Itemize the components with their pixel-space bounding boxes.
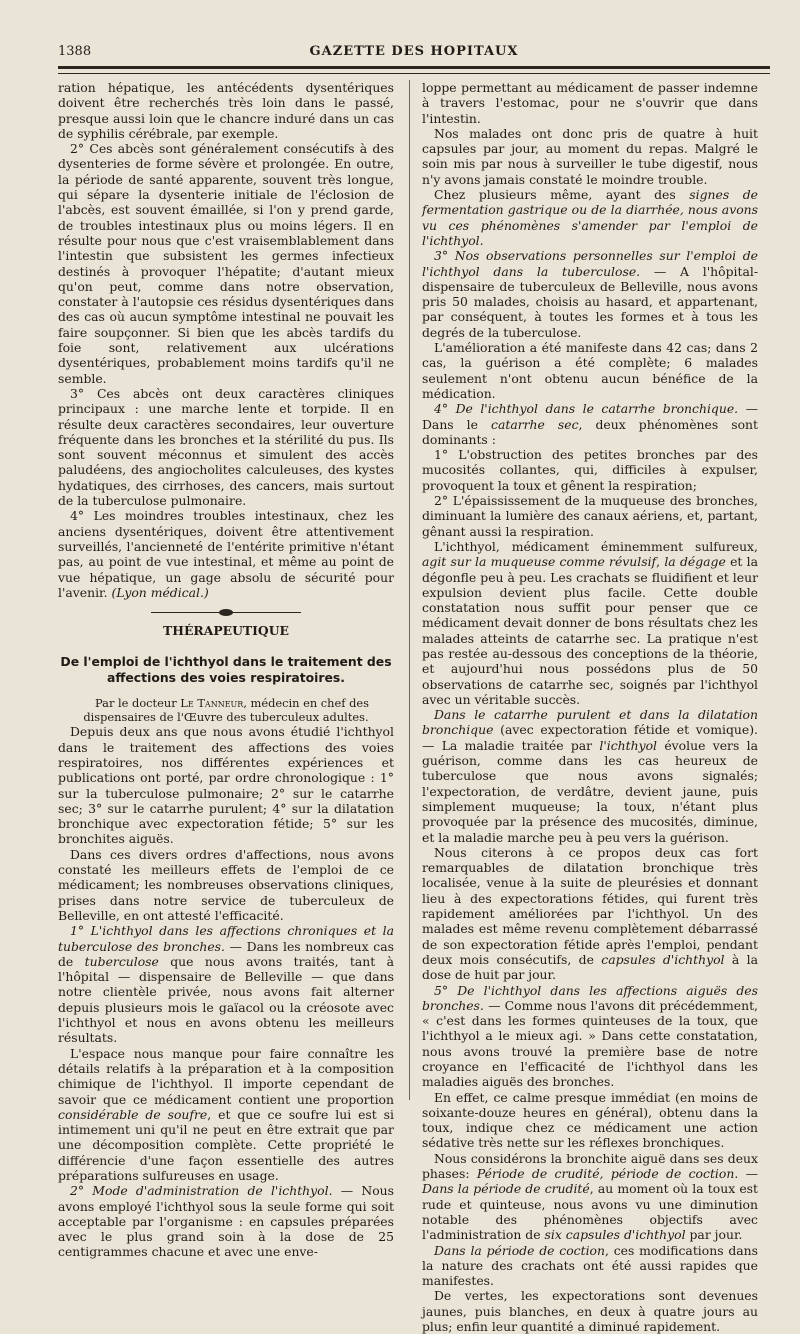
text: — Dans le	[422, 401, 758, 432]
left-column	[58, 80, 394, 1260]
paragraph: En effet, ce calme presque immédiat (en moins de soixante-douze heures en général), obtenu dans la toux, indique chez ce médicament une action sédative très nette sur les réflexes bronchiques.	[422, 1089, 758, 1151]
paragraph: L'amélioration a été manifeste dans 42 cas; dans 2 cas, la guérison a été complète; 6 malades seulement n'ont obtenu aucun bénéfice de la médication.	[422, 340, 758, 401]
paragraph: Dans ces divers ordres d'affections, nous avons constaté les meilleurs effets de l'emploi de ce médicament; les nombreuses observations cliniques, prises dans notre service de tuberculeux de Belleville, en ont attesté l'efficacité.	[58, 846, 394, 923]
emphasis: capsules d'ichthyol	[601, 951, 725, 967]
text: — Nous avons employé l'ichthyol sous la seule forme qui soit acceptable par l'organisme : en capsules préparées avec le plus grand soin à la dose de 25 centigrammes chacune et avec une enve-	[58, 1183, 394, 1260]
text: , et que ce soufre lui est si intimement uni qu'il ne peut en être extrait que par une décomposition complète. Cette propriété le différencie d'une façon essentielle des autres préparations sulfureuses en usage.	[58, 1106, 394, 1183]
paragraph	[422, 1151, 758, 1243]
paragraph	[422, 1243, 758, 1289]
paragraph	[422, 707, 758, 845]
text: L'espace nous manque pour faire connaître les détails relatifs à la préparation et à la composition chimique de l'ichthyol. Il importe cependant de savoir que ce médicament contient une proportion	[58, 1045, 394, 1107]
text: à la dose de huit par jour.	[422, 951, 758, 983]
subheading: 3° Nos observations personnelles sur l'emploi de l'ichthyol dans la tuberculose.	[422, 248, 758, 279]
paragraph	[422, 248, 758, 340]
section-divider	[58, 612, 394, 613]
paragraph: 2° L'épaississement de la muqueuse des bronches, diminuant la lumière des canaux aériens, et, partant, gênant aussi la respiration.	[422, 493, 758, 539]
byline	[58, 696, 394, 724]
text: évolue vers la guérison, comme dans les cas heureux de tuberculose que nous avons signalés; l'expectoration, de verdâtre, devient jaune, puis simplement muqueuse; la toux, n'étant plus provoquée par la présence des mucosités, diminue, et la maladie marche peu à peu vers la guérison.	[422, 737, 758, 845]
emphasis: l'ichthyol	[599, 737, 658, 753]
emphasis: Dans la période de crudité	[422, 1181, 590, 1197]
subheading: 1° L'ichthyol dans les affections chroniques et la tuberculose des bronches.	[58, 923, 394, 954]
emphasis: six capsules d'ichthyol	[544, 1227, 686, 1243]
paragraph	[422, 539, 758, 707]
subheading: 4° De l'ichthyol dans le catarrhe bronchique.	[434, 401, 739, 417]
emphasis: considérable de soufre	[58, 1106, 208, 1122]
section-title: THÉRAPEUTIQUE	[163, 623, 289, 639]
header-rule-thin	[58, 73, 770, 74]
paragraph: De vertes, les expectorations sont devenues jaunes, puis blanches, en deux à quatre jours au plus; enfin leur quantité a diminué rapidement.	[422, 1288, 758, 1334]
text: Nous considérons la bronchite aiguë dans ses deux phases:	[422, 1150, 758, 1182]
page-number: 1388	[58, 44, 92, 59]
emphasis: la dégage	[664, 554, 726, 570]
paragraph: loppe permettant au médicament de passer indemne à travers l'estomac, pour ne s'ouvrir que dans l'intestin.	[422, 80, 758, 126]
text: (avec expectoration fétide et vomique). — La maladie traitée par	[422, 722, 758, 753]
text: que nous avons traités, tant à l'hôpital — dispensaire de Belleville — que dans notre clientèle privée, nous avons fait alterner depuis plusieurs mois le gaïacol ou la créosote avec l'ichthyol et nous en avons obtenu les meilleurs résultats.	[58, 953, 395, 1046]
journal-title: GAZETTE DES HOPITAUX	[309, 44, 519, 59]
emphasis: catarrhe sec	[491, 416, 579, 432]
subheading: Dans le catarrhe purulent et dans la dilatation bronchique	[422, 707, 758, 738]
column-divider	[409, 80, 410, 1100]
text: — Dans les nombreux cas de	[58, 938, 394, 969]
emphasis: Dans la période de coction	[434, 1242, 605, 1258]
paragraph	[422, 983, 758, 1090]
article-title: De l'emploi de l'ichthyol dans le traitement des affections des voies respiratoires.	[60, 654, 392, 686]
text: Chez plusieurs même, ayant des	[434, 187, 690, 203]
text: et la dégonfle peu à peu. Les crachats se fluidifient et leur expulsion devient plus facile. Cette double constatation nous suffit pour penser que ce médicament devait donner de bons résultats chez les malades atteints de catarrhe sec. La pratique n'est pas restée au-dessous des conceptions de la théorie, et aujourd'hui nous possédons plus de 50 observations de catarrhe sec, soignés par l'ichthyol avec un véritable succès.	[422, 554, 758, 707]
paragraph-text: 4° Les moindres troubles intestinaux, chez les anciens dysentériques, doivent être attentivement surveillés, l'ancienneté de l'entérite primitive n'étant pas, au point de vue intestinal, et même au point de vue hépatique, un gage absolu de sécurité pour l'avenir.	[58, 508, 394, 600]
emphasis: Période de crudité, période de coction	[476, 1166, 735, 1182]
paragraph	[422, 187, 758, 248]
header-rule-thick	[58, 66, 770, 69]
emphasis: signes de fermentation gastrique ou de la diarrhée, nous avons vu ces phénomènes s'amender par l'emploi de l'ichthyol.	[422, 187, 758, 248]
byline-author: Le Tanneur	[180, 696, 244, 711]
paragraph: 3° Ces abcès ont deux caractères cliniques principaux : une marche lente et torpide. Il en résulte deux caractères secondaires, leur ouverture fréquente dans les bronches et la stérilité du pus. Ils sont souvent méconnus et simulent des accès paludéens, des angiocholites calculeuses, des kystes hydatiques, des cirrhoses, des cancers, mais surtout de la tuberculose pulmonaire.	[58, 385, 394, 509]
paragraph	[58, 1183, 394, 1259]
paragraph	[58, 1046, 394, 1184]
subheading: 5° De l'ichthyol dans les affections aiguës des bronches.	[422, 982, 758, 1013]
text: — A l'hôpital-dispensaire de tuberculeux de Belleville, nous avons pris 50 malades, choisis au hasard, et appartenant, par conséquent, à toutes les formes et à tous les degrés de la tuberculose.	[422, 263, 759, 340]
paragraph	[58, 508, 394, 600]
byline-prefix: Par le docteur	[95, 696, 177, 711]
text: , ces modifications dans la nature des crachats ont été aussi rapides que manifestes.	[422, 1242, 759, 1289]
text: , au moment où la toux est rude et quinteuse, nous avons vu une diminution notable des phénomènes objectifs avec l'administration de	[422, 1181, 758, 1243]
paragraph: Depuis deux ans que nous avons étudié l'ichthyol dans le traitement des affections des voies respiratoires, nos différentes expériences et publications ont porté, par ordre chronologique : 1° sur la tuberculose pulmonaire; 2° sur le catarrhe sec; 3° sur le catarrhe purulent; 4° sur la dilatation bronchique avec expectoration fétide; 5° sur les bronchites aiguës.	[58, 724, 394, 847]
emphasis: agit sur la muqueuse comme révulsif	[422, 554, 657, 570]
paragraph	[422, 401, 758, 447]
text: ,	[656, 554, 665, 570]
emphasis: tuberculose	[84, 953, 159, 969]
paragraph: 1° L'obstruction des petites bronches par des mucosités collantes, qui, difficiles à expulser, provoquent la toux et gênent la respiration;	[422, 447, 758, 493]
paragraph	[58, 923, 394, 1045]
paragraph: 2° Ces abcès sont généralement consécutifs à des dysenteries de forme sévère et prolongée. En outre, la période de santé apparente, souvent très longue, qui sépare la dysenterie initiale de l'éclosion de l'abcès, est souvent émaillée, si l'on y prend garde, de troubles intestinaux plus ou moins légers. Il en résulte pour nous que c'est vraisemblablement dans l'intestin que subsistent les germes infectieux destinés à provoquer l'hépatite; d'autant mieux qu'on peut, comme dans notre observation, constater à l'autopsie ces résidus dysentériques dans des cas où aucun symptôme intestinal ne pouvait les faire soupçonner. Si bien que les abcès tardifs du foie sont, relativement aux ulcérations dysentériques, probablement moins tardifs qu'il ne semble.	[58, 141, 394, 386]
source-citation: (Lyon médical.)	[111, 584, 209, 600]
right-column	[422, 80, 758, 1334]
paragraph	[422, 845, 758, 983]
text: par jour.	[685, 1227, 743, 1243]
text: L'ichthyol, médicament éminemment sulfureux,	[434, 538, 758, 554]
text: — Comme nous l'avons dit précédemment, « c'est dans les formes quinteuses de la toux, que l'ichthyol a le mieux agi. » Dans cette constatation, nous avons trouvé la première base de notre croyance en l'efficacité de l'ichthyol dans les maladies aiguës des bronches.	[422, 997, 758, 1090]
text: . —	[734, 1166, 759, 1182]
paragraph: Nos malades ont donc pris de quatre à huit capsules par jour, au moment du repas. Malgré le soin mis par nous à surveiller le tube digestif, nous n'y avons jamais constaté le moindre trouble.	[422, 125, 758, 187]
text: Nous citerons à ce propos deux cas fort remarquables de dilatation bronchique très localisée, venue à la suite de pleurésies et donnant lieu à des expectorations fétides, qui furent très rapidement améliorées par l'ichthyol. Un des malades est même revenu complètement débarrassé de son expectoration fétide après l'emploi, pendant deux mois consécutifs, de	[422, 844, 758, 967]
paragraph: ration hépatique, les antécédents dysentériques doivent être recherchés très loin dans le passé, presque aussi loin que le chancre induré dans un cas de syphilis cérébrale, par exemple.	[58, 80, 394, 141]
subheading: 2° Mode d'administration de l'ichthyol.	[70, 1183, 333, 1199]
page-header	[58, 44, 770, 64]
text: , deux phénomènes sont dominants :	[422, 416, 758, 447]
byline-suffix: , médecin en chef des dispensaires de l'Œuvre des tuberculeux adultes.	[83, 696, 369, 725]
